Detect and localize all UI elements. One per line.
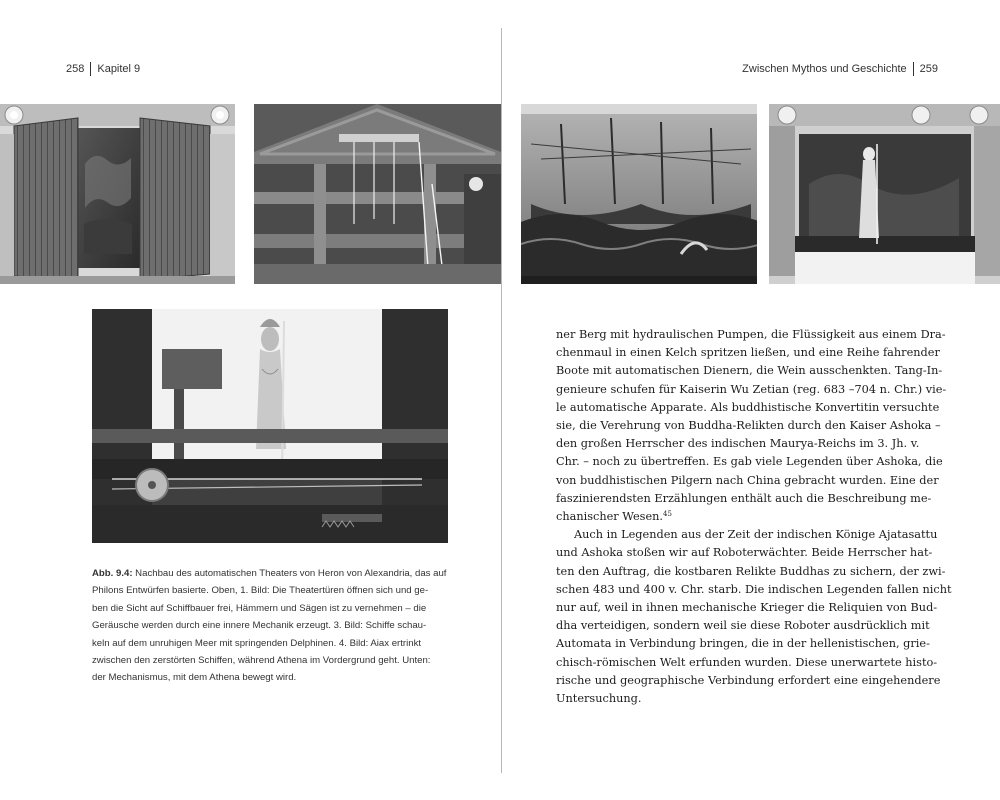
body-line: le automatische Apparate. Als buddhistische Konvertitin versuchte bbox=[556, 400, 940, 414]
footnote-reference[interactable]: 45 bbox=[663, 510, 672, 519]
right-page-number: 259 bbox=[919, 63, 938, 75]
chapter-title: Kapitel 9 bbox=[97, 63, 141, 75]
body-line: rische und geographische Verbindung erfordert eine eingehendere bbox=[556, 673, 941, 687]
caption-label: Abb. 9.4: bbox=[92, 568, 133, 579]
caption-text-line: zwischen den zerstörten Schiffen, während Athena im Vordergrund geht. Unten: bbox=[92, 655, 431, 667]
photo-theater-doors bbox=[0, 104, 235, 284]
figure-caption bbox=[92, 565, 448, 687]
header-divider bbox=[90, 62, 91, 76]
photo-mechanism-housing bbox=[254, 104, 501, 284]
body-line: genieure schufen für Kaiserin Wu Zetian (reg. 683 –704 n. Chr.) vie- bbox=[556, 382, 947, 396]
body-line-indent: Auch in Legenden aus der Zeit der indischen Könige Ajatasattu bbox=[574, 528, 938, 542]
body-line: Boote mit automatischen Dienern, die Wein ausschenkten. Tang-In- bbox=[556, 364, 943, 378]
right-page-header bbox=[742, 62, 938, 76]
body-line: Chr. – noch zu übertreffen. Es gab viele Legenden über Ashoka, die bbox=[556, 455, 943, 469]
caption-text-line: der Mechanismus, mit dem Athena bewegt wird. bbox=[92, 672, 297, 684]
body-text bbox=[556, 326, 952, 708]
body-line: chanischer Wesen. bbox=[556, 510, 664, 524]
left-page-header bbox=[66, 62, 140, 76]
caption-text-line: ben die Sicht auf Schiffbauer frei, Hämmern und Sägen ist zu vernehmen – die bbox=[92, 602, 427, 614]
body-line: chenmaul in einen Kelch spritzen ließen, und eine Reihe fahrender bbox=[556, 346, 940, 360]
body-line: nur auf, weil in ihnen mechanische Krieger die Reliquien von Bud- bbox=[556, 601, 938, 615]
body-line: ten den Auftrag, die kostbaren Relikte Buddhas zu sichern, der zwi- bbox=[556, 564, 946, 578]
body-line: ner Berg mit hydraulischen Pumpen, die Flüssigkeit aus einem Dra- bbox=[556, 328, 946, 341]
body-line: Automata in Verbindung bringen, die in der hellenistischen, grie- bbox=[556, 637, 930, 651]
body-line: chisch-römischen Welt erfunden wurden. Diese unerwartete histo- bbox=[556, 655, 938, 669]
page-spine bbox=[501, 28, 502, 773]
running-title: Zwischen Mythos und Geschichte bbox=[742, 63, 907, 75]
header-divider bbox=[913, 62, 914, 76]
body-line: Untersuchung. bbox=[556, 692, 642, 706]
caption-text-line: Geräusche werden durch eine innere Mechanik erzeugt. 3. Bild: Schiffe schau- bbox=[92, 620, 427, 632]
body-line: von buddhistischen Pilgern nach China gebracht wurden. Eine der bbox=[556, 473, 939, 487]
caption-text-line: Philons Entwürfen basierte. Oben, 1. Bild: Die Theatertüren öffnen sich und ge- bbox=[92, 585, 429, 597]
photo-athena-foreground bbox=[769, 104, 1000, 284]
photo-ships-on-sea bbox=[521, 104, 757, 284]
photo-athena-mechanism bbox=[92, 309, 448, 543]
left-page-number: 258 bbox=[66, 63, 85, 75]
body-line: faszinierendsten Erzählungen enthält auch die Beschreibung me- bbox=[556, 491, 932, 505]
body-line: dha verteidigen, sondern weil sie diese Roboter ausdrücklich mit bbox=[556, 619, 930, 633]
body-line: schen 483 und 400 v. Chr. starb. Die indischen Legenden fallen nicht bbox=[556, 582, 952, 596]
body-line: den großen Herrscher des indischen Maurya-Reichs im 3. Jh. v. bbox=[556, 437, 920, 451]
body-line: und Ashoka stoßen wir auf Roboterwächter. Beide Herrscher hat- bbox=[556, 546, 933, 560]
caption-text-line: Nachbau des automatischen Theaters von Heron von Alexandria, das auf bbox=[132, 568, 447, 579]
body-line-paragraph-end bbox=[556, 508, 912, 526]
caption-text-line: keln auf dem unruhigen Meer mit springenden Delphinen. 4. Bild: Aiax ertrinkt bbox=[92, 637, 422, 649]
body-line: sie, die Verehrung von Buddha-Relikten durch den Kaiser Ashoka – bbox=[556, 419, 941, 433]
